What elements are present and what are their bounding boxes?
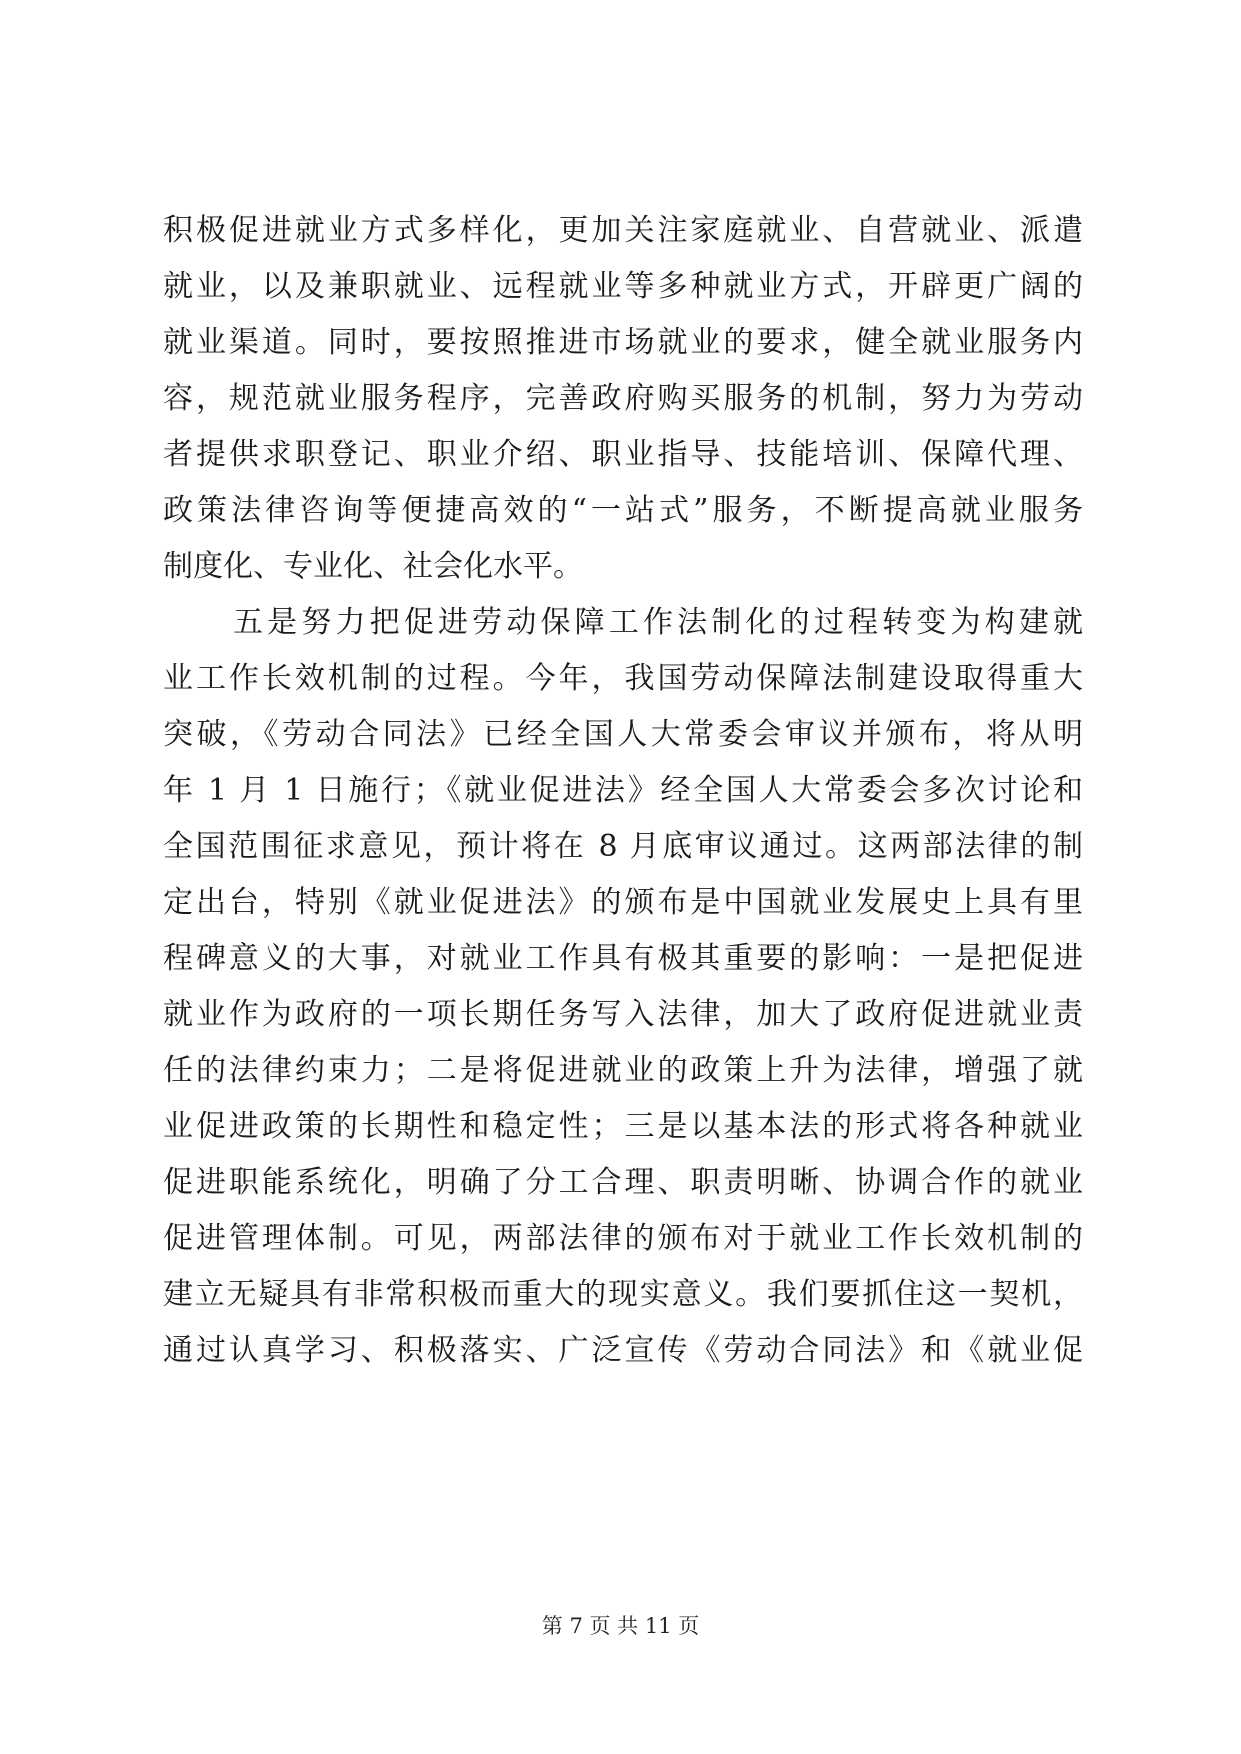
- text-line: 任的法律约束力；二是将促进就业的政策上升为法律，增强了就: [163, 1053, 1083, 1088]
- page-footer: [0, 1612, 1241, 1640]
- text-line: 定出台，特别《就业促进法》的颁布是中国就业发展史上具有里: [163, 885, 1083, 920]
- text-line: 制度化、专业化、社会化水平。: [163, 549, 583, 584]
- text-line: 就业渠道。同时，要按照推进市场就业的要求，健全就业服务内: [163, 325, 1083, 360]
- text-line: 就业，以及兼职就业、远程就业等多种就业方式，开辟更广阔的: [163, 269, 1083, 304]
- text-line: 容，规范就业服务程序，完善政府购买服务的机制，努力为劳动: [163, 381, 1083, 416]
- paragraph-first-line: 五是努力把促进劳动保障工作法制化的过程转变为构建就: [233, 605, 1083, 640]
- text-line: 全国范围征求意见，预计将在 8 月底审议通过。这两部法律的制: [163, 829, 1083, 864]
- text-line: 通过认真学习、积极落实、广泛宣传《劳动合同法》和《就业促: [163, 1333, 1083, 1368]
- text-line: 积极促进就业方式多样化，更加关注家庭就业、自营就业、派遣: [163, 213, 1083, 248]
- text-line: 政策法律咨询等便捷高效的“一站式”服务，不断提高就业服务: [163, 493, 1083, 528]
- text-line: 突破，《劳动合同法》已经全国人大常委会审议并颁布，将从明: [163, 717, 1083, 752]
- text-line: 程碑意义的大事，对就业工作具有极其重要的影响：一是把促进: [163, 941, 1083, 976]
- text-line: 者提供求职登记、职业介绍、职业指导、技能培训、保障代理、: [163, 437, 1083, 472]
- text-line: 业工作长效机制的过程。今年，我国劳动保障法制建设取得重大: [163, 661, 1083, 696]
- page-number-label: 第 7 页 共 11 页: [541, 1614, 700, 1638]
- text-line: 促进职能系统化，明确了分工合理、职责明晰、协调合作的就业: [163, 1165, 1083, 1200]
- text-line: 促进管理体制。可见，两部法律的颁布对于就业工作长效机制的: [163, 1221, 1083, 1256]
- text-line: 年 1 月 1 日施行；《就业促进法》经全国人大常委会多次讨论和: [163, 773, 1083, 808]
- text-line: 业促进政策的长期性和稳定性；三是以基本法的形式将各种就业: [163, 1109, 1083, 1144]
- text-line: 建立无疑具有非常积极而重大的现实意义。我们要抓住这一契机，: [163, 1277, 1083, 1312]
- text-line: 就业作为政府的一项长期任务写入法律，加大了政府促进就业责: [163, 997, 1083, 1032]
